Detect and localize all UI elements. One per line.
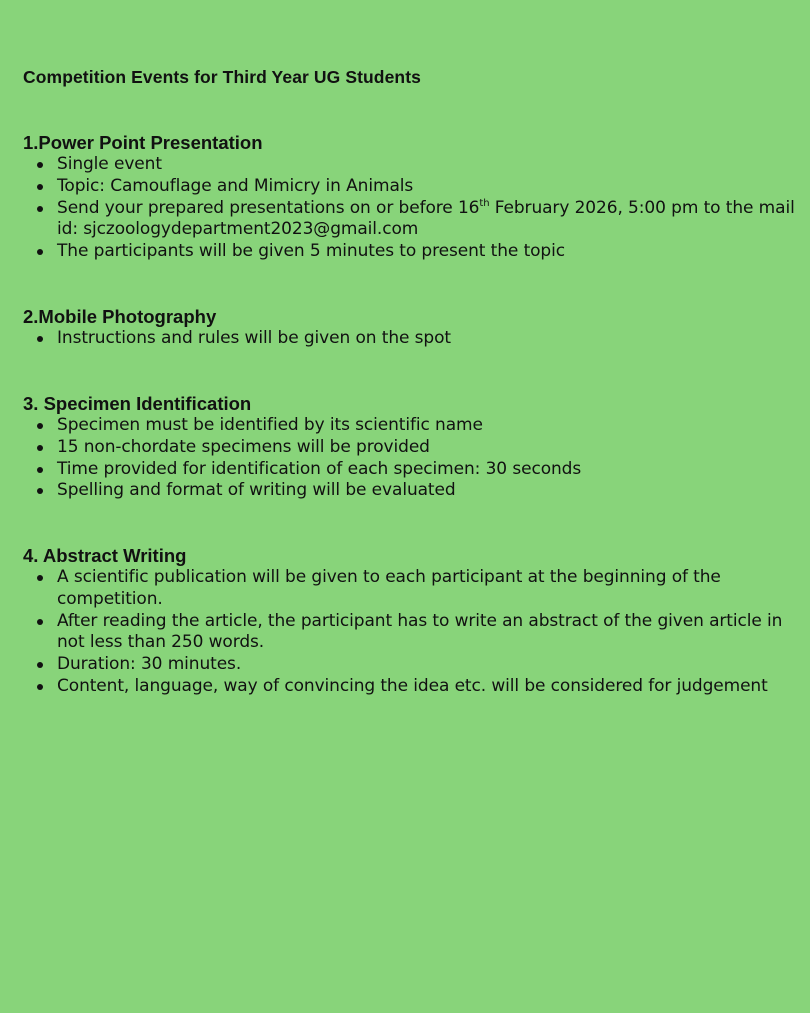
bullet-icon (37, 445, 43, 451)
list-item (23, 654, 800, 676)
bullet-icon (37, 467, 43, 473)
section-heading: 4. Abstract Writing (23, 545, 187, 566)
bullet-icon (37, 488, 43, 494)
rules-list (23, 415, 800, 502)
ordinal-suffix: th (479, 197, 490, 209)
section-specimen-identification (23, 393, 800, 502)
list-item (23, 328, 800, 350)
list-item (23, 415, 800, 437)
section-heading: 1.Power Point Presentation (23, 132, 263, 153)
list-item-text: Spelling and format of writing will be evaluated (57, 480, 456, 501)
rules-list (23, 154, 800, 263)
bullet-icon (37, 423, 43, 429)
section-heading: 2.Mobile Photography (23, 306, 217, 327)
list-item (23, 154, 800, 176)
rules-list (23, 567, 800, 698)
bullet-icon (37, 662, 43, 668)
list-item-text: Time provided for identification of each specimen: 30 seconds (57, 458, 582, 479)
bullet-icon (37, 684, 43, 690)
bullet-icon (37, 162, 43, 168)
bullet-icon (37, 336, 43, 342)
deadline-text: Send your prepared presentations on or before 16 (57, 197, 480, 218)
list-item (23, 567, 800, 611)
bullet-icon (37, 249, 43, 255)
list-item-text: Duration: 30 minutes. (57, 654, 242, 675)
bullet-icon (37, 206, 43, 212)
list-item-text: A scientific publication will be given to each participant at the beginning of the competition. (57, 567, 721, 609)
deadline-text-continued: February 2026, 5:00 pm to the mail id: sjczoologydepartment2023@gmail.com (57, 197, 795, 240)
list-item (23, 611, 800, 655)
list-item-text: After reading the article, the participant has to write an abstract of the given article in not less than 250 words. (57, 610, 783, 653)
list-item (23, 437, 800, 459)
rules-list (23, 328, 800, 350)
bullet-icon (37, 619, 43, 625)
list-item (23, 241, 800, 263)
list-item (23, 480, 800, 502)
bullet-icon (37, 575, 43, 581)
list-item-text: Single event (57, 154, 162, 174)
section-mobile-photography (23, 306, 800, 350)
page-title: Competition Events for Third Year UG Students (23, 67, 421, 87)
section-abstract-writing (23, 545, 800, 698)
list-item-text: Specimen must be identified by its scientific name (57, 415, 483, 435)
list-item-text: The participants will be given 5 minutes to present the topic (57, 241, 565, 262)
list-item-text: 15 non-chordate specimens will be provided (57, 436, 430, 457)
section-heading: 3. Specimen Identification (23, 393, 252, 414)
bullet-icon (37, 184, 43, 190)
list-item-text: Instructions and rules will be given on the spot (57, 328, 451, 348)
list-item (23, 676, 800, 698)
list-item-text: Topic: Camouflage and Mimicry in Animals (57, 175, 414, 196)
list-item (23, 459, 800, 481)
list-item-text: Content, language, way of convincing the idea etc. will be considered for judgement (57, 675, 768, 696)
section-power-point-presentation (23, 132, 800, 263)
list-item (23, 198, 800, 242)
list-item (23, 176, 800, 198)
